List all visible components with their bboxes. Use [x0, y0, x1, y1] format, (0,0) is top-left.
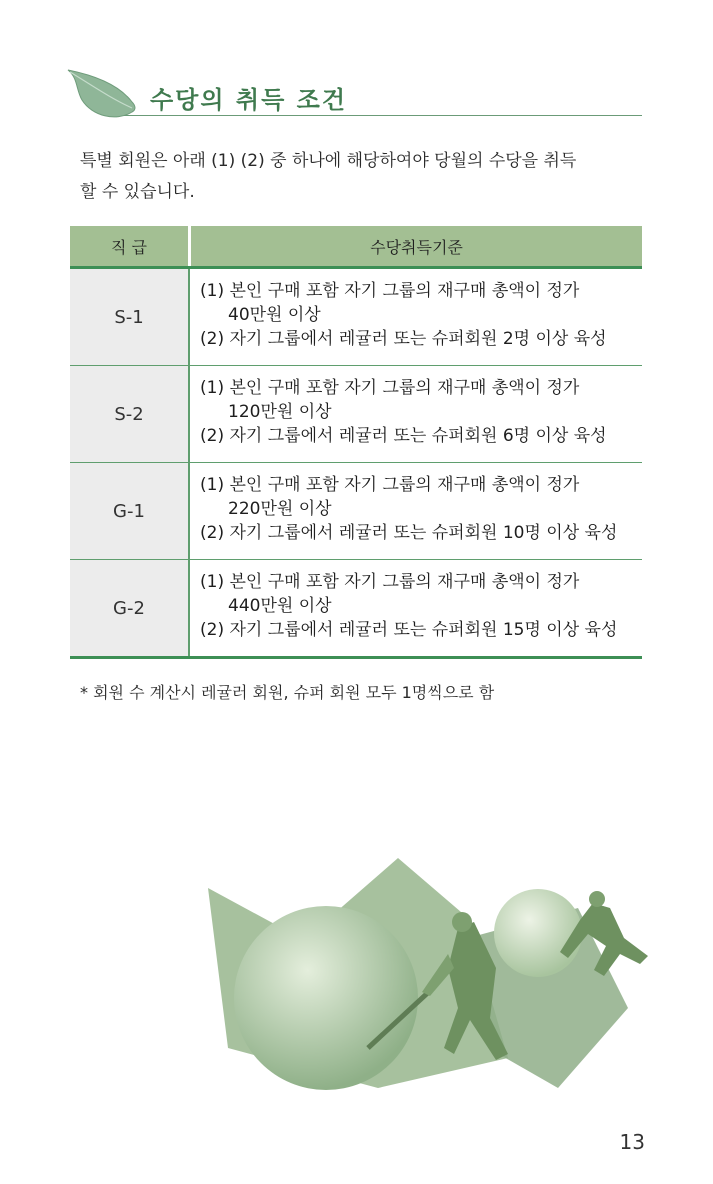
criteria-cell: [190, 463, 642, 559]
intro-line-2: 할 수 있습니다.: [80, 182, 195, 202]
criteria-line-1: (1) 본인 구매 포함 자기 그룹의 재구매 총액이 정가: [200, 475, 580, 495]
page-number: 13: [619, 1130, 645, 1154]
intro-line-1: 특별 회원은 아래 (1) (2) 중 하나에 해당하여야 당월의 수당을 취득: [80, 151, 577, 171]
criteria-line-2: (2) 자기 그룹에서 레귤러 또는 슈퍼회원 10명 이상 육성: [200, 523, 618, 543]
criteria-amount: 40만원 이상: [228, 305, 321, 325]
page-title: 수당의 취득 조건: [150, 85, 347, 114]
criteria-line-2: (2) 자기 그룹에서 레귤러 또는 슈퍼회원 6명 이상 육성: [200, 426, 607, 446]
criteria-line-2: (2) 자기 그룹에서 레귤러 또는 슈퍼회원 15명 이상 육성: [200, 620, 618, 640]
criteria-line-2: (2) 자기 그룹에서 레귤러 또는 슈퍼회원 2명 이상 육성: [200, 329, 607, 349]
criteria-amount: 220만원 이상: [228, 499, 332, 519]
table-row: [70, 269, 642, 366]
footnote: * 회원 수 계산시 레귤러 회원, 슈퍼 회원 모두 1명씩으로 함: [80, 683, 495, 702]
column-header-grade: 직 급: [70, 226, 191, 266]
criteria-cell: [190, 560, 642, 656]
criteria-amount: 440만원 이상: [228, 596, 332, 616]
grade-cell: G-1: [70, 463, 190, 559]
table-header: [70, 226, 642, 269]
grade-cell: S-1: [70, 269, 190, 365]
criteria-cell: [190, 366, 642, 462]
title-underline: [124, 115, 642, 116]
section-header: [62, 68, 642, 120]
leaf-icon: [62, 68, 140, 120]
criteria-table: [70, 226, 642, 659]
table-row: [70, 366, 642, 463]
grade-cell: S-2: [70, 366, 190, 462]
column-header-criteria: 수당취득기준: [370, 237, 463, 257]
criteria-line-1: (1) 본인 구매 포함 자기 그룹의 재구매 총액이 정가: [200, 378, 580, 398]
criteria-line-1: (1) 본인 구매 포함 자기 그룹의 재구매 총액이 정가: [200, 281, 580, 301]
criteria-amount: 120만원 이상: [228, 402, 332, 422]
criteria-line-1: (1) 본인 구매 포함 자기 그룹의 재구매 총액이 정가: [200, 572, 580, 592]
criteria-cell: [190, 269, 642, 365]
table-row: [70, 463, 642, 560]
intro-paragraph: [80, 146, 640, 208]
grade-cell: G-2: [70, 560, 190, 656]
table-row: [70, 560, 642, 659]
people-pushing-spheres-illustration: [208, 858, 658, 1098]
